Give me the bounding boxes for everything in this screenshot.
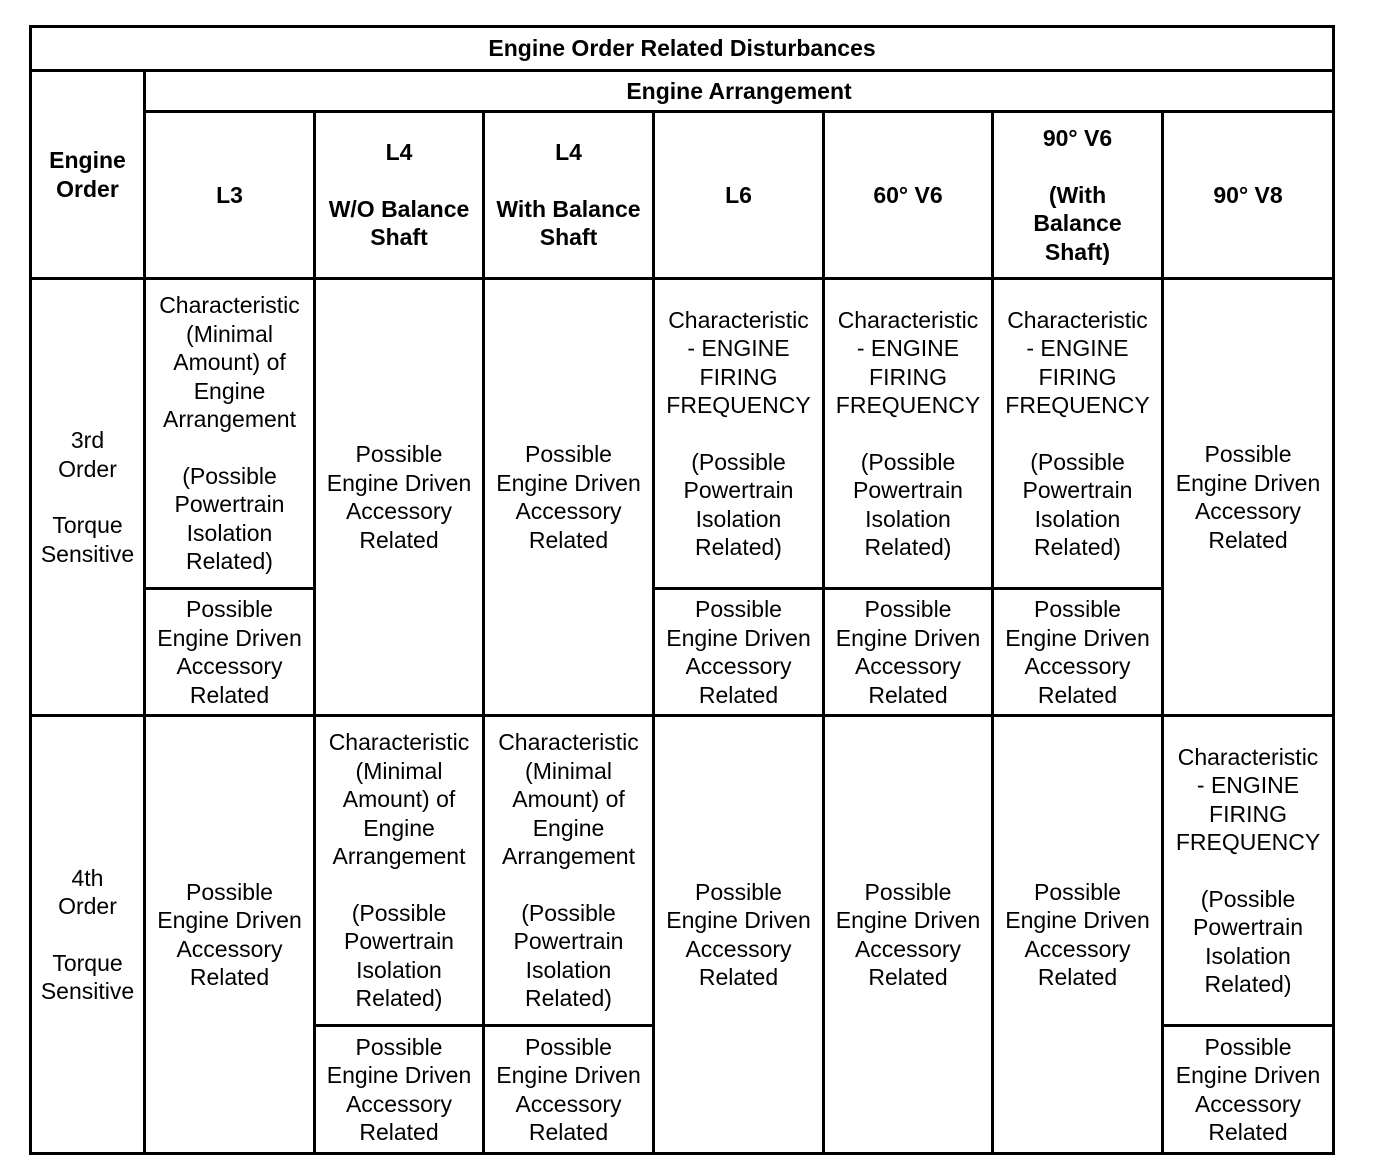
cell-3rd-60v6-characteristic bbox=[824, 279, 993, 589]
cell-text-line: (Possible bbox=[691, 448, 786, 475]
cell-text-line: Related bbox=[189, 964, 270, 990]
cell-text-line: Shaft bbox=[539, 224, 598, 251]
cell-4th-l6-accessory bbox=[654, 716, 824, 1154]
cell-text-line: (Minimal bbox=[186, 320, 273, 347]
row-header-4th-order bbox=[31, 716, 145, 1154]
cell-text-line: Possible bbox=[1034, 596, 1121, 622]
cell-4th-90v8-characteristic bbox=[1163, 716, 1334, 1026]
cell-text-line: Related bbox=[359, 1119, 439, 1145]
cell-text-line: Arrangement bbox=[502, 843, 635, 870]
cell-text-line: Order bbox=[58, 893, 117, 919]
col-header-l6 bbox=[654, 112, 824, 279]
cell-text-line: FREQUENCY bbox=[1005, 392, 1150, 418]
cell-text-line: Powertrain bbox=[853, 477, 963, 503]
cell-text-line: Accessory bbox=[854, 935, 962, 962]
cell-text-line: Possible bbox=[355, 1033, 443, 1060]
cell-text-line: Engine Driven bbox=[157, 907, 302, 933]
cell-3rd-90v6-characteristic bbox=[993, 279, 1163, 589]
cell-text-line: (Possible bbox=[521, 899, 616, 926]
blank-line bbox=[487, 871, 650, 899]
cell-text-line: 90° V6 bbox=[1042, 125, 1113, 151]
cell-text-line: FREQUENCY bbox=[666, 392, 811, 418]
cell-text-line: Shaft bbox=[370, 224, 428, 251]
cell-text-line: Engine bbox=[49, 147, 126, 173]
cell-text-line: Accessory bbox=[685, 653, 792, 679]
cell-text-line: 3rd bbox=[70, 427, 105, 453]
cell-text-line: Characteristic bbox=[837, 306, 979, 333]
cell-4th-90v6-accessory bbox=[993, 716, 1163, 1154]
cell-text-line: - ENGINE bbox=[687, 335, 790, 361]
cell-text-line: Possible bbox=[695, 878, 782, 905]
cell-text-line: L4 bbox=[385, 139, 413, 166]
cell-text-line: Engine Driven bbox=[326, 469, 472, 496]
cell-text-line: Possible bbox=[1204, 1033, 1292, 1060]
cell-text-line: Isolation bbox=[1205, 942, 1291, 969]
cell-text-line: Engine Driven bbox=[1005, 907, 1150, 933]
cell-text-line: 60° V6 bbox=[873, 181, 943, 208]
cell-text-line: FIRING bbox=[1038, 363, 1117, 390]
cell-text-line: Related) bbox=[525, 985, 612, 1012]
cell-text-line: Related) bbox=[695, 534, 782, 560]
cell-text-line: (Possible bbox=[182, 462, 277, 489]
blank-line bbox=[318, 871, 480, 899]
cell-text-line: Amount) of bbox=[342, 786, 456, 813]
cell-text-line: Powertrain bbox=[1022, 477, 1133, 503]
cell-text-line: Engine Driven bbox=[157, 624, 302, 651]
cell-text-line: L4 bbox=[555, 139, 582, 166]
cell-text-line: Related bbox=[868, 681, 948, 708]
cell-3rd-l6-characteristic bbox=[654, 279, 824, 589]
blank-line bbox=[1166, 857, 1330, 885]
cell-text-line: Engine Driven bbox=[1005, 624, 1150, 651]
cell-text-line: (Minimal bbox=[355, 757, 443, 784]
col-header-l4-without-balance-shaft bbox=[315, 112, 484, 279]
cell-text-line: Engine Driven bbox=[835, 907, 981, 933]
cell-text-line: Related bbox=[698, 681, 779, 708]
cell-text-line: Related bbox=[189, 681, 270, 708]
cell-3rd-l3-characteristic bbox=[145, 279, 315, 589]
cell-text-line: Arrangement bbox=[163, 406, 296, 433]
cell-text-line: Related) bbox=[864, 534, 952, 560]
cell-text-line: Engine bbox=[193, 377, 266, 404]
cell-text-line: (Possible bbox=[860, 448, 956, 475]
cell-text-line: Possible bbox=[695, 596, 782, 622]
cell-text-line: Characteristic bbox=[328, 729, 470, 756]
engine-order-table bbox=[29, 25, 1335, 1155]
cell-3rd-90v8-accessory bbox=[1163, 279, 1334, 716]
cell-text-line: Shaft) bbox=[1044, 238, 1111, 265]
cell-text-line: Related bbox=[868, 964, 948, 990]
cell-text-line: Possible bbox=[186, 596, 273, 622]
table-title: Engine Order Related Disturbances bbox=[31, 27, 1334, 71]
cell-4th-l4-wo-characteristic bbox=[315, 716, 484, 1026]
cell-text-line: Powertrain bbox=[513, 928, 624, 955]
blank-line bbox=[34, 483, 141, 511]
cell-text-line: Accessory bbox=[685, 935, 792, 962]
cell-4th-l3-accessory bbox=[145, 716, 315, 1154]
cell-text-line: Isolation bbox=[525, 956, 612, 983]
cell-text-line: Order bbox=[58, 455, 117, 482]
cell-4th-l4-with-characteristic bbox=[484, 716, 654, 1026]
cell-4th-l4-wo-accessory bbox=[315, 1026, 484, 1154]
cell-text-line: Sensitive bbox=[40, 978, 135, 1004]
cell-text-line: (Possible bbox=[351, 899, 447, 926]
cell-text-line: Accessory bbox=[176, 935, 283, 962]
cell-text-line: Engine bbox=[363, 814, 435, 841]
cell-text-line: Related bbox=[359, 526, 439, 553]
cell-text-line: Powertrain bbox=[174, 491, 285, 518]
cell-text-line: Accessory bbox=[1024, 653, 1131, 679]
cell-text-line: Isolation bbox=[865, 505, 951, 532]
blank-line bbox=[487, 167, 650, 195]
cell-4th-l4-with-accessory bbox=[484, 1026, 654, 1154]
cell-text-line: Amount) of bbox=[512, 786, 625, 813]
cell-text-line: Isolation bbox=[186, 519, 273, 546]
blank-line bbox=[996, 153, 1159, 181]
cell-text-line: Related bbox=[528, 1119, 609, 1145]
cell-text-line: Related) bbox=[1034, 534, 1121, 560]
cell-text-line: Possible bbox=[186, 878, 273, 905]
engine-arrangement-header: Engine Arrangement bbox=[145, 71, 1334, 112]
cell-text-line: Characteristic bbox=[498, 729, 639, 756]
cell-text-line: Order bbox=[56, 175, 119, 202]
cell-text-line: FREQUENCY bbox=[835, 392, 981, 418]
cell-text-line: Characteristic bbox=[1177, 743, 1319, 770]
cell-text-line: Powertrain bbox=[683, 477, 794, 503]
cell-text-line: With Balance bbox=[496, 195, 641, 222]
cell-text-line: Related bbox=[698, 964, 779, 990]
cell-text-line: Isolation bbox=[695, 505, 782, 532]
cell-text-line: Related bbox=[528, 526, 609, 553]
cell-text-line: Possible bbox=[1034, 878, 1121, 905]
blank-line bbox=[657, 420, 820, 448]
cell-text-line: Related) bbox=[355, 985, 443, 1012]
cell-text-line: (Possible bbox=[1200, 885, 1296, 912]
cell-text-line: Characteristic bbox=[159, 292, 300, 319]
cell-text-line: Engine Driven bbox=[1175, 1062, 1321, 1088]
cell-text-line: FIRING bbox=[1209, 800, 1287, 827]
cell-text-line: Engine Driven bbox=[326, 1062, 472, 1088]
cell-text-line: Engine Driven bbox=[666, 624, 811, 651]
cell-3rd-60v6-accessory bbox=[824, 589, 993, 716]
cell-text-line: Characteristic bbox=[1007, 306, 1148, 333]
cell-text-line: Related) bbox=[1204, 971, 1292, 997]
cell-text-line: Possible bbox=[525, 441, 612, 467]
cell-text-line: Accessory bbox=[1194, 498, 1302, 524]
col-header-90-v6 bbox=[993, 112, 1163, 279]
blank-line bbox=[318, 167, 480, 195]
cell-text-line: Powertrain bbox=[344, 928, 454, 955]
cell-text-line: (With bbox=[1048, 181, 1107, 208]
cell-text-line: Possible bbox=[864, 878, 952, 905]
col-header-90-v8 bbox=[1163, 112, 1334, 279]
cell-text-line: Characteristic bbox=[668, 306, 809, 333]
cell-text-line: Torque bbox=[52, 512, 123, 538]
cell-4th-90v8-accessory bbox=[1163, 1026, 1334, 1154]
cell-3rd-90v6-accessory bbox=[993, 589, 1163, 716]
cell-text-line: Related bbox=[1037, 681, 1118, 708]
cell-text-line: - ENGINE bbox=[1196, 772, 1300, 798]
col-header-60-v6 bbox=[824, 112, 993, 279]
cell-text-line: L6 bbox=[725, 181, 752, 208]
cell-text-line: L3 bbox=[216, 181, 243, 208]
cell-text-line: Engine Driven bbox=[835, 624, 981, 651]
cell-text-line: Torque bbox=[52, 949, 123, 976]
cell-text-line: Engine Driven bbox=[496, 1062, 641, 1088]
cell-text-line: Related bbox=[1208, 526, 1288, 553]
cell-text-line: (Possible bbox=[1030, 448, 1125, 475]
cell-text-line: Powertrain bbox=[1193, 914, 1303, 940]
cell-text-line: - ENGINE bbox=[856, 335, 960, 361]
cell-text-line: Accessory bbox=[345, 1090, 453, 1117]
cell-text-line: Arrangement bbox=[332, 843, 466, 870]
cell-text-line: Related bbox=[1208, 1119, 1288, 1145]
cell-text-line: Accessory bbox=[515, 1090, 622, 1117]
cell-4th-60v6-accessory bbox=[824, 716, 993, 1154]
cell-text-line: 4th bbox=[71, 864, 104, 891]
cell-text-line: Accessory bbox=[1024, 935, 1131, 962]
cell-text-line: Sensitive bbox=[40, 540, 135, 567]
cell-text-line: Isolation bbox=[1034, 505, 1121, 532]
cell-text-line: Possible bbox=[1204, 441, 1292, 467]
cell-text-line: Accessory bbox=[176, 653, 283, 679]
cell-text-line: Balance bbox=[1033, 210, 1122, 236]
blank-line bbox=[34, 921, 141, 949]
cell-text-line: Engine Driven bbox=[496, 469, 641, 496]
cell-text-line: FIRING bbox=[869, 363, 947, 390]
cell-text-line: Possible bbox=[355, 441, 443, 467]
cell-text-line: W/O Balance bbox=[328, 195, 470, 222]
cell-text-line: Accessory bbox=[854, 653, 962, 679]
cell-text-line: Amount) of bbox=[173, 349, 286, 376]
cell-text-line: Accessory bbox=[515, 498, 622, 524]
cell-text-line: FREQUENCY bbox=[1175, 829, 1321, 855]
cell-text-line: Isolation bbox=[356, 956, 442, 983]
engine-order-header bbox=[31, 71, 145, 279]
col-header-l4-with-balance-shaft bbox=[484, 112, 654, 279]
cell-3rd-l3-accessory bbox=[145, 589, 315, 716]
cell-text-line: Engine Driven bbox=[1175, 469, 1321, 496]
cell-text-line: FIRING bbox=[699, 363, 778, 390]
cell-text-line: 90° V8 bbox=[1213, 181, 1283, 208]
cell-text-line: Accessory bbox=[345, 498, 453, 524]
row-header-3rd-order bbox=[31, 279, 145, 716]
cell-text-line: Possible bbox=[525, 1033, 612, 1060]
cell-text-line: Related bbox=[1037, 964, 1118, 990]
cell-3rd-l4-wo-accessory bbox=[315, 279, 484, 716]
col-header-l3 bbox=[145, 112, 315, 279]
cell-text-line: Accessory bbox=[1194, 1090, 1302, 1117]
cell-text-line: - ENGINE bbox=[1026, 335, 1129, 361]
cell-text-line: Related) bbox=[186, 548, 273, 575]
cell-text-line: (Minimal bbox=[525, 757, 612, 784]
cell-3rd-l4-with-accessory bbox=[484, 279, 654, 716]
blank-line bbox=[996, 420, 1159, 448]
cell-text-line: Engine bbox=[532, 814, 605, 841]
blank-line bbox=[827, 420, 989, 448]
cell-3rd-l6-accessory bbox=[654, 589, 824, 716]
cell-text-line: Possible bbox=[864, 596, 952, 622]
cell-text-line: Engine Driven bbox=[666, 907, 811, 933]
blank-line bbox=[148, 434, 311, 462]
